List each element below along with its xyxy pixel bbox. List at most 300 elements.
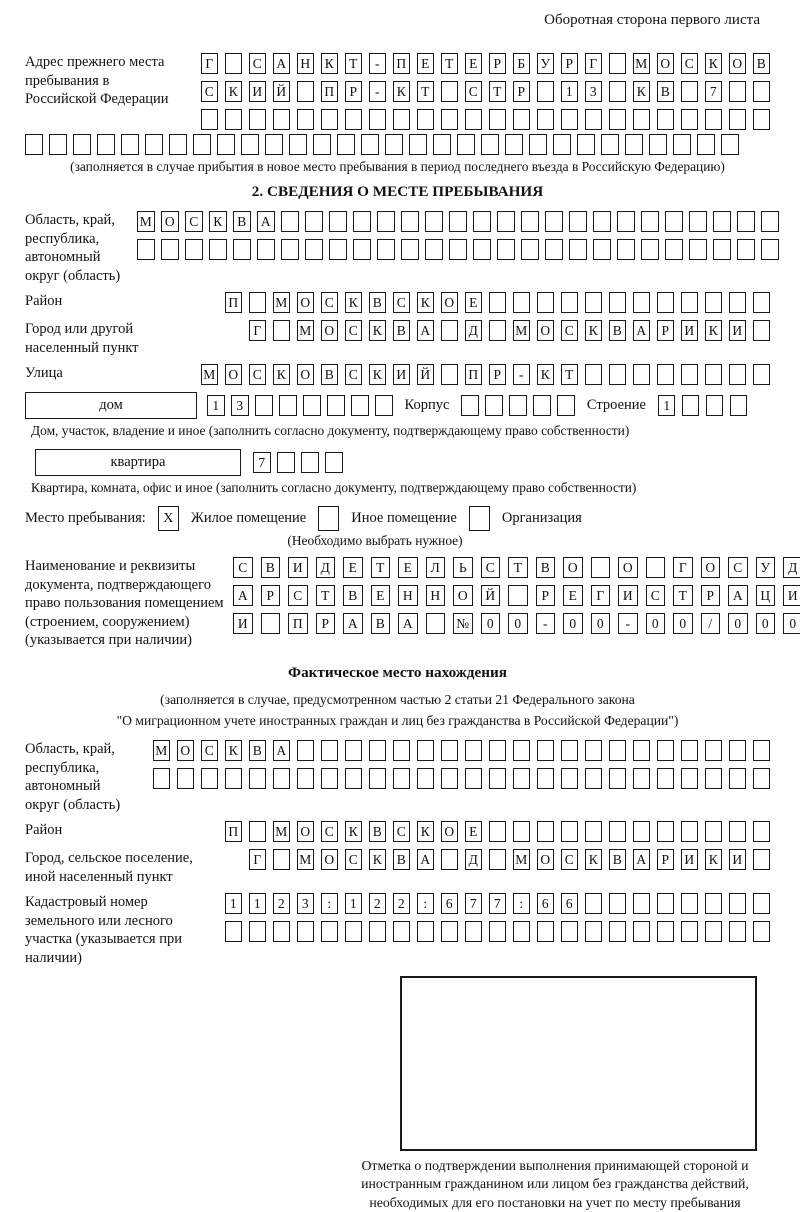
char-cell [249, 921, 267, 942]
char-cell [257, 239, 275, 260]
char-cell [25, 134, 43, 155]
char-cell [729, 821, 747, 842]
char-cell: 0 [563, 613, 583, 634]
char-cell [633, 364, 651, 385]
char-cell [681, 81, 699, 102]
char-cell [261, 613, 281, 634]
char-cell [705, 821, 723, 842]
char-cell [593, 239, 611, 260]
street-block [25, 364, 770, 385]
char-cell: В [371, 613, 391, 634]
actual-region-label: Область, край, республика, автономный округ (область) [25, 741, 121, 813]
char-cell: В [393, 320, 411, 341]
prev-address-grid-row-3 [201, 109, 771, 130]
char-cell [441, 740, 459, 761]
char-cell: О [321, 320, 339, 341]
char-cell [609, 81, 627, 102]
char-cell: К [393, 81, 411, 102]
char-cell [585, 893, 603, 914]
char-cell: О [453, 585, 473, 606]
char-cell: Р [513, 81, 531, 102]
char-cell: К [705, 320, 723, 341]
char-cell: О [537, 320, 555, 341]
char-cell [97, 134, 115, 155]
char-cell [601, 134, 619, 155]
char-cell: 7 [253, 452, 271, 473]
char-cell: Е [465, 292, 483, 313]
char-cell [185, 239, 203, 260]
char-cell [441, 849, 459, 870]
char-cell: К [585, 320, 603, 341]
char-cell [177, 768, 195, 789]
char-cell [465, 768, 483, 789]
char-cell: В [657, 81, 675, 102]
char-cell: С [345, 364, 363, 385]
char-cell: Г [249, 320, 267, 341]
char-cell [533, 395, 551, 416]
char-cell: Т [441, 53, 459, 74]
checkbox-residential [158, 506, 179, 531]
char-cell [241, 134, 259, 155]
char-cell: А [398, 613, 418, 634]
char-cell [369, 921, 387, 942]
apartment-grid [253, 452, 343, 473]
char-cell [705, 292, 723, 313]
char-cell [585, 109, 603, 130]
char-cell [489, 921, 507, 942]
char-cell [489, 109, 507, 130]
apartment-box-label: квартира [35, 449, 241, 476]
char-cell [569, 239, 587, 260]
char-cell: Б [513, 53, 531, 74]
char-cell [441, 768, 459, 789]
char-cell [426, 613, 446, 634]
char-cell [753, 364, 771, 385]
char-cell: Р [657, 320, 675, 341]
char-cell [209, 239, 227, 260]
char-cell [633, 921, 651, 942]
char-cell: О [297, 364, 315, 385]
char-cell [425, 211, 443, 232]
char-cell: - [536, 613, 556, 634]
char-cell [325, 452, 343, 473]
char-cell [641, 239, 659, 260]
char-cell: С [393, 821, 411, 842]
char-cell [753, 740, 771, 761]
char-cell [633, 821, 651, 842]
char-cell [121, 134, 139, 155]
prev-address-grid-row-1 [201, 53, 771, 74]
char-cell: М [201, 364, 219, 385]
char-cell: И [729, 849, 747, 870]
char-cell [401, 211, 419, 232]
apartment-note: Квартира, комната, офис и иное (заполнить согласно документу, подтверждающему право собственности) [31, 480, 637, 496]
char-cell: К [369, 849, 387, 870]
char-cell [345, 109, 363, 130]
char-cell [681, 109, 699, 130]
checkbox-other-premises [318, 506, 339, 531]
char-cell [633, 768, 651, 789]
char-cell [681, 893, 699, 914]
char-cell: У [756, 557, 776, 578]
char-cell: С [465, 81, 483, 102]
confirmation-mark-box [400, 976, 757, 1151]
actual-district-label: Район [25, 822, 63, 839]
char-cell [273, 109, 291, 130]
stay-type-label: Место пребывания: [25, 510, 146, 527]
char-cell [753, 768, 771, 789]
char-cell: 2 [273, 893, 291, 914]
document-grid-row-2 [233, 585, 800, 606]
char-cell [561, 768, 579, 789]
char-cell [425, 239, 443, 260]
house-row [25, 392, 770, 419]
char-cell: М [633, 53, 651, 74]
char-cell: М [273, 821, 291, 842]
char-cell [681, 821, 699, 842]
char-cell [225, 921, 243, 942]
char-cell [385, 134, 403, 155]
cadastral-grid-row-2 [225, 921, 771, 942]
char-cell: Н [426, 585, 446, 606]
char-cell [657, 292, 675, 313]
char-cell [681, 921, 699, 942]
char-cell [657, 768, 675, 789]
char-cell [585, 821, 603, 842]
char-cell [465, 921, 483, 942]
prev-address-grid-row-2 [201, 81, 771, 102]
char-cell: И [288, 557, 308, 578]
char-cell: М [137, 211, 155, 232]
char-cell [513, 292, 531, 313]
char-cell [337, 134, 355, 155]
char-cell: С [345, 849, 363, 870]
char-cell: Д [316, 557, 336, 578]
char-cell [609, 821, 627, 842]
char-cell: Е [465, 821, 483, 842]
char-cell [657, 364, 675, 385]
char-cell [321, 768, 339, 789]
char-cell: О [563, 557, 583, 578]
char-cell: - [369, 81, 387, 102]
char-cell [305, 211, 323, 232]
char-cell: А [633, 320, 651, 341]
char-cell [361, 134, 379, 155]
char-cell: Ь [453, 557, 473, 578]
char-cell: 3 [585, 81, 603, 102]
char-cell: И [681, 849, 699, 870]
char-cell: М [513, 849, 531, 870]
char-cell: : [513, 893, 531, 914]
char-cell [730, 395, 748, 416]
char-cell [761, 211, 779, 232]
char-cell: А [257, 211, 275, 232]
actual-city-grid [249, 849, 771, 870]
actual-region-block [25, 740, 770, 814]
district-grid [225, 292, 771, 313]
char-cell [457, 134, 475, 155]
actual-region-grid-row-2 [153, 768, 771, 789]
char-cell [753, 320, 771, 341]
document-grid-row-3 [233, 613, 800, 634]
char-cell: К [321, 53, 339, 74]
char-cell [705, 109, 723, 130]
char-cell [353, 211, 371, 232]
char-cell [729, 81, 747, 102]
char-cell [705, 364, 723, 385]
char-cell: С [321, 292, 339, 313]
stroenie-label: Строение [586, 397, 646, 414]
char-cell [441, 320, 459, 341]
char-cell [201, 768, 219, 789]
char-cell [225, 109, 243, 130]
char-cell [505, 134, 523, 155]
region-block [25, 211, 770, 285]
char-cell [273, 921, 291, 942]
char-cell [713, 239, 731, 260]
char-cell [313, 134, 331, 155]
char-cell [753, 81, 771, 102]
char-cell: М [297, 849, 315, 870]
char-cell [577, 134, 595, 155]
char-cell: С [249, 53, 267, 74]
char-cell: 0 [481, 613, 501, 634]
char-cell: 3 [297, 893, 315, 914]
char-cell [329, 211, 347, 232]
char-cell: Л [426, 557, 446, 578]
char-cell [705, 740, 723, 761]
char-cell [409, 134, 427, 155]
char-cell [585, 740, 603, 761]
char-cell: О [177, 740, 195, 761]
actual-district-grid [225, 821, 771, 842]
char-cell: О [297, 292, 315, 313]
char-cell [377, 239, 395, 260]
char-cell [609, 768, 627, 789]
street-grid [201, 364, 771, 385]
char-cell [537, 821, 555, 842]
char-cell [73, 134, 91, 155]
char-cell [761, 239, 779, 260]
char-cell [489, 768, 507, 789]
char-cell [345, 921, 363, 942]
char-cell: 0 [783, 613, 800, 634]
char-cell [497, 239, 515, 260]
char-cell: Т [673, 585, 693, 606]
char-cell [305, 239, 323, 260]
actual-location-note-2: "О миграционном учете иностранных граждан и лиц без гражданства в Российской Федерации") [116, 713, 679, 729]
char-cell [137, 239, 155, 260]
char-cell: К [537, 364, 555, 385]
house-box-label: дом [25, 392, 197, 419]
char-cell [297, 81, 315, 102]
char-cell [609, 53, 627, 74]
char-cell [537, 109, 555, 130]
char-cell: Р [701, 585, 721, 606]
char-cell [753, 849, 771, 870]
char-cell [465, 740, 483, 761]
char-cell: И [681, 320, 699, 341]
house-grid [207, 395, 393, 416]
char-cell: 0 [756, 613, 776, 634]
char-cell: О [161, 211, 179, 232]
document-block [25, 557, 798, 650]
char-cell [161, 239, 179, 260]
char-cell [441, 921, 459, 942]
char-cell [545, 239, 563, 260]
char-cell: В [536, 557, 556, 578]
char-cell [561, 740, 579, 761]
char-cell: К [345, 821, 363, 842]
char-cell [353, 239, 371, 260]
char-cell [369, 740, 387, 761]
cadastral-grid-row-1 [225, 893, 771, 914]
char-cell [585, 364, 603, 385]
char-cell [561, 921, 579, 942]
char-cell: М [513, 320, 531, 341]
char-cell [273, 320, 291, 341]
char-cell [489, 740, 507, 761]
char-cell [713, 211, 731, 232]
char-cell: О [537, 849, 555, 870]
char-cell [297, 921, 315, 942]
char-cell: Й [417, 364, 435, 385]
char-cell [591, 557, 611, 578]
actual-city-label: Город, сельское поселение, иной населенный пункт [25, 850, 193, 885]
char-cell [705, 893, 723, 914]
char-cell: С [481, 557, 501, 578]
char-cell: И [729, 320, 747, 341]
char-cell: Е [465, 53, 483, 74]
char-cell: Г [201, 53, 219, 74]
korpus-grid [461, 395, 575, 416]
char-cell: К [705, 849, 723, 870]
char-cell: С [561, 849, 579, 870]
char-cell: Е [417, 53, 435, 74]
char-cell [321, 109, 339, 130]
char-cell: Е [343, 557, 363, 578]
char-cell: П [465, 364, 483, 385]
char-cell [609, 921, 627, 942]
actual-district-block [25, 821, 770, 842]
char-cell [585, 921, 603, 942]
char-cell: К [209, 211, 227, 232]
char-cell [201, 109, 219, 130]
char-cell: 2 [393, 893, 411, 914]
char-cell [625, 134, 643, 155]
char-cell [369, 768, 387, 789]
district-label: Район [25, 293, 63, 310]
char-cell: А [343, 613, 363, 634]
char-cell: 0 [728, 613, 748, 634]
char-cell [689, 211, 707, 232]
char-cell: О [657, 53, 675, 74]
char-cell [193, 134, 211, 155]
char-cell [393, 921, 411, 942]
char-cell [513, 821, 531, 842]
document-grids [233, 557, 800, 634]
char-cell [561, 109, 579, 130]
char-cell [513, 109, 531, 130]
char-cell: : [321, 893, 339, 914]
char-cell: П [288, 613, 308, 634]
char-cell: Т [489, 81, 507, 102]
char-cell [329, 239, 347, 260]
char-cell: И [249, 81, 267, 102]
char-cell [303, 395, 321, 416]
char-cell: В [249, 740, 267, 761]
char-cell [249, 821, 267, 842]
char-cell [513, 768, 531, 789]
char-cell: А [273, 53, 291, 74]
char-cell: С [288, 585, 308, 606]
char-cell [617, 211, 635, 232]
char-cell: К [369, 364, 387, 385]
char-cell [545, 211, 563, 232]
char-cell [729, 768, 747, 789]
char-cell: В [369, 821, 387, 842]
char-cell [249, 292, 267, 313]
city-label: Город или другой населенный пункт [25, 321, 139, 356]
char-cell [441, 364, 459, 385]
char-cell: Ц [756, 585, 776, 606]
char-cell [393, 109, 411, 130]
char-cell: В [609, 320, 627, 341]
char-cell: Р [489, 364, 507, 385]
char-cell: 6 [561, 893, 579, 914]
option-other-premises-label: Иное помещение [351, 510, 457, 527]
char-cell: О [441, 821, 459, 842]
char-cell: Г [673, 557, 693, 578]
char-cell: А [273, 740, 291, 761]
char-cell: Р [536, 585, 556, 606]
char-cell: Е [398, 557, 418, 578]
char-cell [249, 768, 267, 789]
char-cell [513, 921, 531, 942]
char-cell: И [233, 613, 253, 634]
char-cell [145, 134, 163, 155]
document-grid-row-1 [233, 557, 800, 578]
prev-address-grid-row-4 [25, 134, 770, 155]
char-cell [461, 395, 479, 416]
char-cell: О [701, 557, 721, 578]
char-cell: А [633, 849, 651, 870]
char-cell [753, 893, 771, 914]
char-cell: Е [371, 585, 391, 606]
char-cell: К [273, 364, 291, 385]
char-cell [753, 109, 771, 130]
char-cell [489, 849, 507, 870]
char-cell [753, 921, 771, 942]
char-cell [585, 768, 603, 789]
char-cell: В [609, 849, 627, 870]
char-cell [321, 921, 339, 942]
char-cell: 1 [345, 893, 363, 914]
char-cell [265, 134, 283, 155]
char-cell [489, 292, 507, 313]
char-cell: Т [371, 557, 391, 578]
char-cell [473, 211, 491, 232]
char-cell: К [417, 821, 435, 842]
char-cell: 1 [225, 893, 243, 914]
char-cell: И [783, 585, 800, 606]
region-grid-row-2 [137, 239, 779, 260]
char-cell [729, 364, 747, 385]
char-cell [377, 211, 395, 232]
char-cell [617, 239, 635, 260]
char-cell [508, 585, 528, 606]
char-cell: В [753, 53, 771, 74]
